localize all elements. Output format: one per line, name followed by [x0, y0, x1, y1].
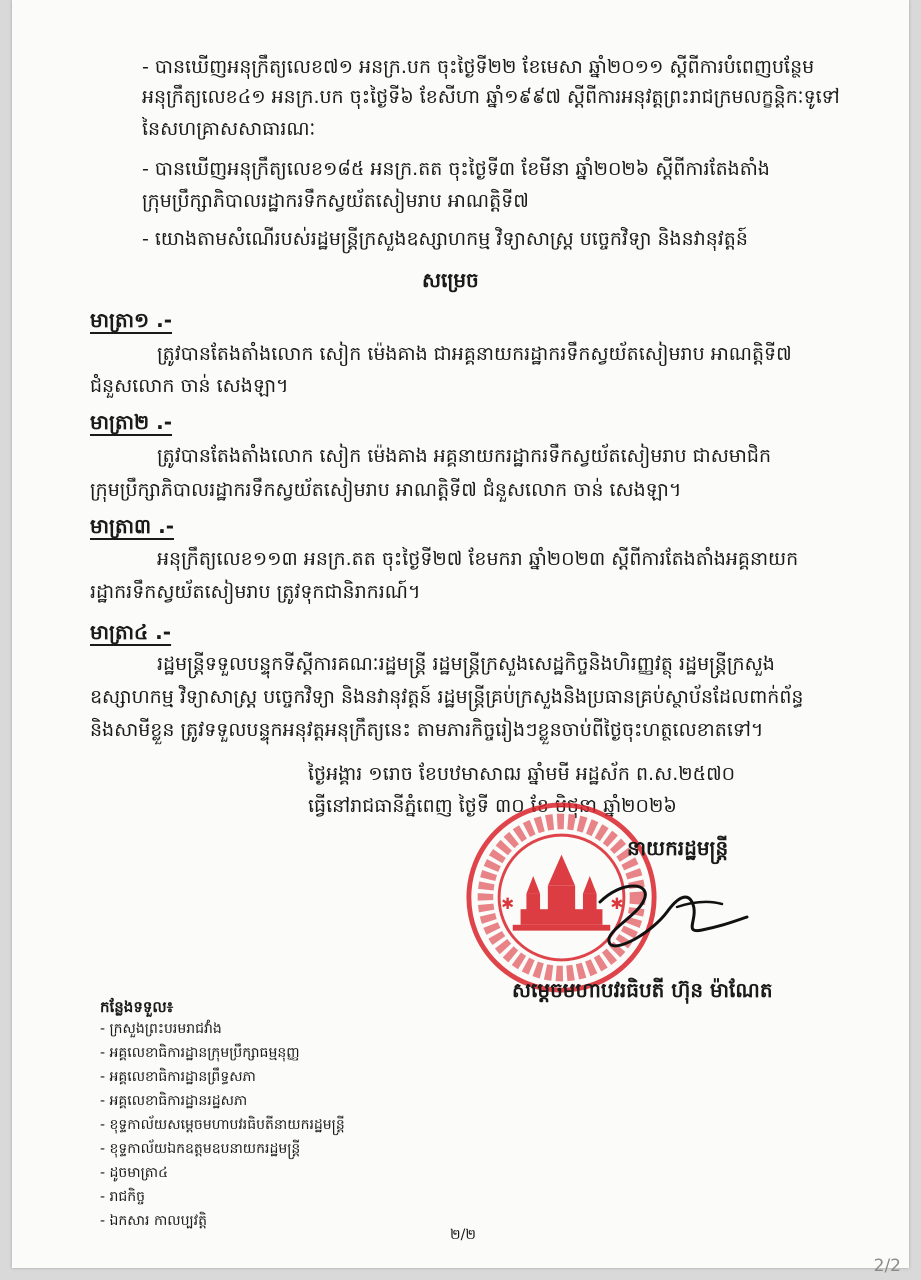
preamble-line: - យោងតាមសំណើរបស់រដ្ឋមន្ត្រីក្រសួងឧស្សាហកម្ម វិទ្យាសាស្ត្រ បច្ចេកវិទ្យា និងនវានុវត្តន៍: [142, 228, 748, 250]
document-page: [12, 0, 909, 1268]
cc-item: - រាជកិច្ច: [100, 1189, 146, 1205]
signatory-name: សម្តេចមហាបវរធិបតី ហ៊ុន ម៉ាណែត: [512, 978, 773, 1002]
preamble-line: - បានឃើញអនុក្រឹត្យលេខ៧១ អនក្រ.បក ចុះថ្ងៃទី២២ ខែមេសា ឆ្នាំ២០១១ ស្តីពីការបំពេញបន្ថែម: [142, 56, 815, 78]
article-heading: មាត្រា១ .-: [90, 308, 173, 332]
cc-item: - អគ្គលេខាធិការដ្ឋានព្រឹទ្ធសភា: [100, 1069, 256, 1085]
signature-icon: [582, 872, 752, 952]
article-line: ជំនួសលោក ចាន់ សេងឡា។: [90, 375, 289, 397]
cc-item: - ក្រសួងព្រះបរមរាជវាំង: [100, 1021, 222, 1037]
article-heading: មាត្រា៤ .-: [90, 620, 172, 644]
article-line: និងសាមីខ្លួន ត្រូវទទួលបន្ទុកអនុវត្តអនុក្រឹត្យនេះ តាមភារកិច្ចរៀងៗខ្លួនចាប់ពីថ្ងៃចុះហត្ថលេខាតទៅ។: [90, 719, 764, 741]
svg-text:✱: ✱: [610, 895, 624, 914]
preamble-line: អនុក្រឹត្យលេខ៤១ អនក្រ.បក ចុះថ្ងៃទី៦ ខែសីហា ឆ្នាំ១៩៩៧ ស្តីពីការអនុវត្តព្រះរាជក្រមលក្ខន្តិកៈទូទៅ: [142, 86, 840, 108]
viewer-page-indicator: 2/2: [873, 1256, 901, 1276]
article-line: ក្រុមប្រឹក្សាភិបាលរដ្ឋាករទឹកស្វយ័តសៀមរាប អាណត្តិទី៧ ជំនួសលោក ចាន់ សេងឡា។: [90, 479, 682, 501]
article-line: អនុក្រឹត្យលេខ១១៣ អនក្រ.តត ចុះថ្ងៃទី២៧ ខែមករា ឆ្នាំ២០២៣ ស្តីពីការតែងតាំងអគ្គនាយក: [157, 548, 799, 570]
article-line: ឧស្សាហកម្ម វិទ្យាសាស្ត្រ បច្ចេកវិទ្យា និងនវានុវត្តន៍ រដ្ឋមន្ត្រីគ្រប់ក្រសួងនិងប្រធានគ្រប់ស្ថាប័នដែលពាក់ព័ន្ធ: [90, 686, 804, 708]
cc-item: - ខុទ្ទកាល័យសម្តេចមហាបវរធិបតីនាយករដ្ឋមន្ត្រី: [100, 1117, 345, 1133]
cc-title: កន្លែងទទួល៖: [100, 998, 174, 1016]
cc-item: - ដូចមាត្រា៤: [100, 1165, 169, 1181]
cc-item: - អគ្គលេខាធិការដ្ឋានក្រុមប្រឹក្សាធម្មនុញ្ញ: [100, 1045, 300, 1061]
article-line: រដ្ឋាករទឹកស្វយ័តសៀមរាប ត្រូវទុកជានិរាករណ៍។: [90, 581, 421, 603]
svg-text:✱: ✱: [501, 895, 515, 914]
decision-heading: សម្រេច: [422, 268, 479, 292]
preamble-line: នៃសហគ្រាសសាធារណៈ: [142, 118, 316, 140]
preamble-line: - បានឃើញអនុក្រឹត្យលេខ១៨៥ អនក្រ.តត ចុះថ្ងៃទី៣ ខែមីនា ឆ្នាំ២០២៦ ស្តីពីការតែងតាំង: [142, 158, 770, 180]
article-heading: មាត្រា២ .-: [90, 410, 173, 434]
cc-item: - អគ្គលេខាធិការដ្ឋានរដ្ឋសភា: [100, 1093, 248, 1109]
article-line: ត្រូវបានតែងតាំងលោក សៀក ម៉េងគាង ជាអគ្គនាយករដ្ឋាករទឹកស្វយ័តសៀមរាប អាណត្តិទី៧: [157, 343, 792, 365]
article-line: រដ្ឋមន្ត្រីទទួលបន្ទុកទីស្តីការគណៈរដ្ឋមន្ត្រី រដ្ឋមន្ត្រីក្រសួងសេដ្ឋកិច្ចនិងហិរញ្ញវត្ថុ រដ្ឋមន្ត្រីក្រសួង: [157, 653, 775, 675]
lunar-date-line: ថ្ងៃអង្គារ ១រោច ខែបឋមាសាឍ ឆ្នាំមមី អដ្ឋស័ក ព.ស.២៥៧០: [308, 763, 736, 785]
cc-item: - ឯកសារ កាលប្បវត្តិ: [100, 1213, 207, 1229]
article-line: ត្រូវបានតែងតាំងលោក សៀក ម៉េងគាង អគ្គនាយករដ្ឋាករទឹកស្វយ័តសៀមរាប ជាសមាជិក: [157, 445, 772, 467]
preamble-line: ក្រុមប្រឹក្សាភិបាលរដ្ឋាករទឹកស្វយ័តសៀមរាប អាណត្តិទី៧: [142, 190, 529, 212]
signatory-title: នាយករដ្ឋមន្ត្រី: [627, 836, 729, 860]
issue-date-line: ធ្វើនៅរាជធានីភ្នំពេញ ថ្ងៃទី ៣០ ខែ មិថុនា ឆ្នាំ២០២៦: [308, 795, 677, 817]
cc-item: - ខុទ្ទកាល័យឯកឧត្តមឧបនាយករដ្ឋមន្ត្រី: [100, 1141, 301, 1157]
page-number: ២/២: [450, 1227, 476, 1243]
article-heading: មាត្រា៣ .-: [90, 514, 174, 538]
